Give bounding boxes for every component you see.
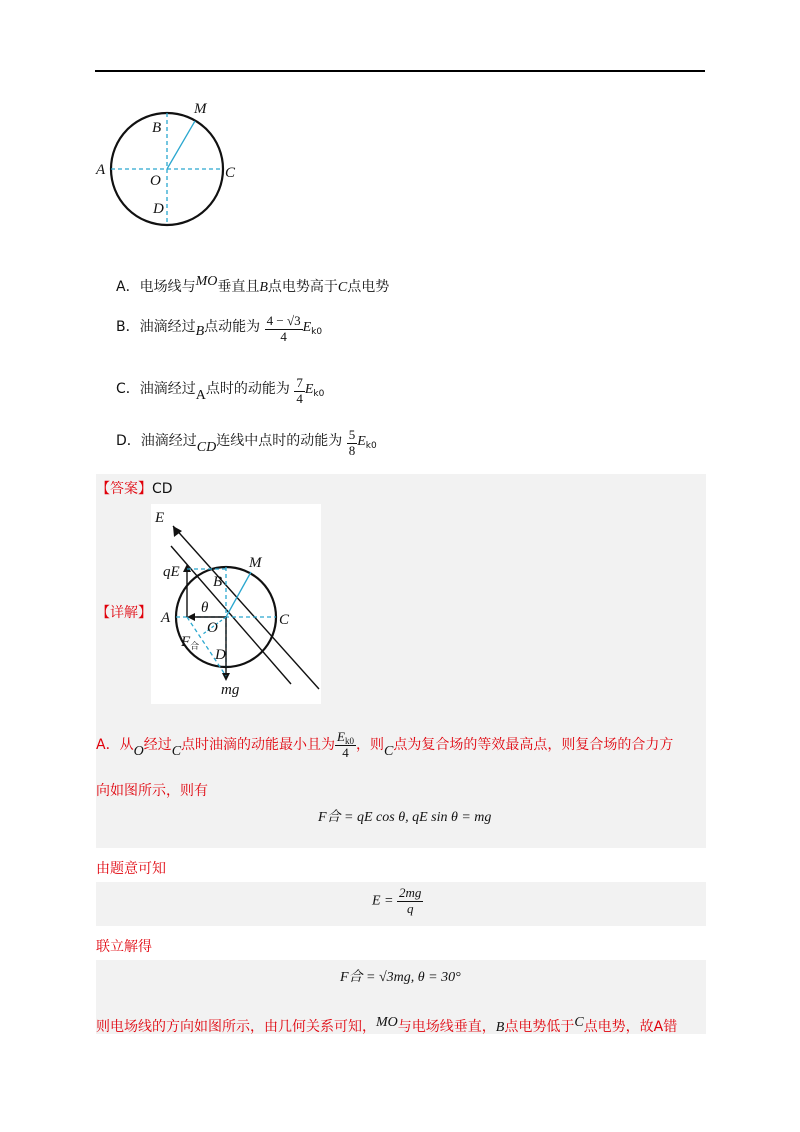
label-A2: A: [161, 610, 171, 626]
label-theta: θ: [201, 600, 209, 616]
label-C2: C: [279, 612, 290, 628]
label-O: O: [150, 173, 161, 189]
label-B2: B: [213, 574, 223, 590]
header-rule: [95, 70, 705, 72]
label-E: E: [155, 510, 165, 526]
explanation-line-2: 向如图所示，则有: [96, 783, 208, 799]
answer-line: 【答案】CD: [96, 481, 173, 497]
label-B: B: [152, 120, 162, 136]
circle-diagram-1: [90, 95, 250, 235]
equation-1: F合 = qE cos θ, qE sin θ = mg: [318, 810, 492, 825]
label-A: A: [96, 162, 106, 178]
label-M: M: [194, 101, 207, 117]
conclusion-line: 则电场线的方向如图所示，由几何关系可知，MO与电场线垂直，B点电势低于C点电势，故A错: [96, 1015, 678, 1035]
known-text: 由题意可知: [96, 861, 166, 877]
option-c: C．油滴经过A点时的动能为 $\frac{7}{4}$ $E_{k0}$: [116, 375, 325, 406]
label-C: C: [225, 165, 236, 181]
label-O2: O: [207, 620, 218, 636]
label-D2: D: [215, 647, 226, 663]
label-mg: mg: [221, 682, 240, 698]
force-diagram: [151, 504, 321, 704]
label-F: $F_合$: [181, 634, 200, 651]
explanation-line-1: A．从O经过C点时油滴的动能最小且为 $\frac{E_{k0}}{4}$ ，则C点为复合场的等效最高点，则复合场的合力方: [96, 729, 674, 760]
option-d: D．油滴经过CD连线中点时的动能为 $\frac{5}{8}$ $E_{k0}$: [116, 427, 377, 458]
label-M2: M: [249, 555, 262, 571]
label-qE: qE: [163, 564, 180, 580]
label-D: D: [153, 201, 164, 217]
option-a: A．电场线与MO垂直且B点电势高于C点电势: [116, 274, 390, 295]
option-b: B．油滴经过B点动能为 $\frac{4 - √3}{4}$ $E_{k0}$: [116, 313, 323, 344]
equation-3: F合 = √3mg, θ = 30°: [340, 970, 461, 985]
equation-2: E = $\frac{2mg}{q}$: [372, 885, 422, 916]
combine-text: 联立解得: [96, 939, 152, 955]
detail-tag: 【详解】: [96, 605, 152, 621]
